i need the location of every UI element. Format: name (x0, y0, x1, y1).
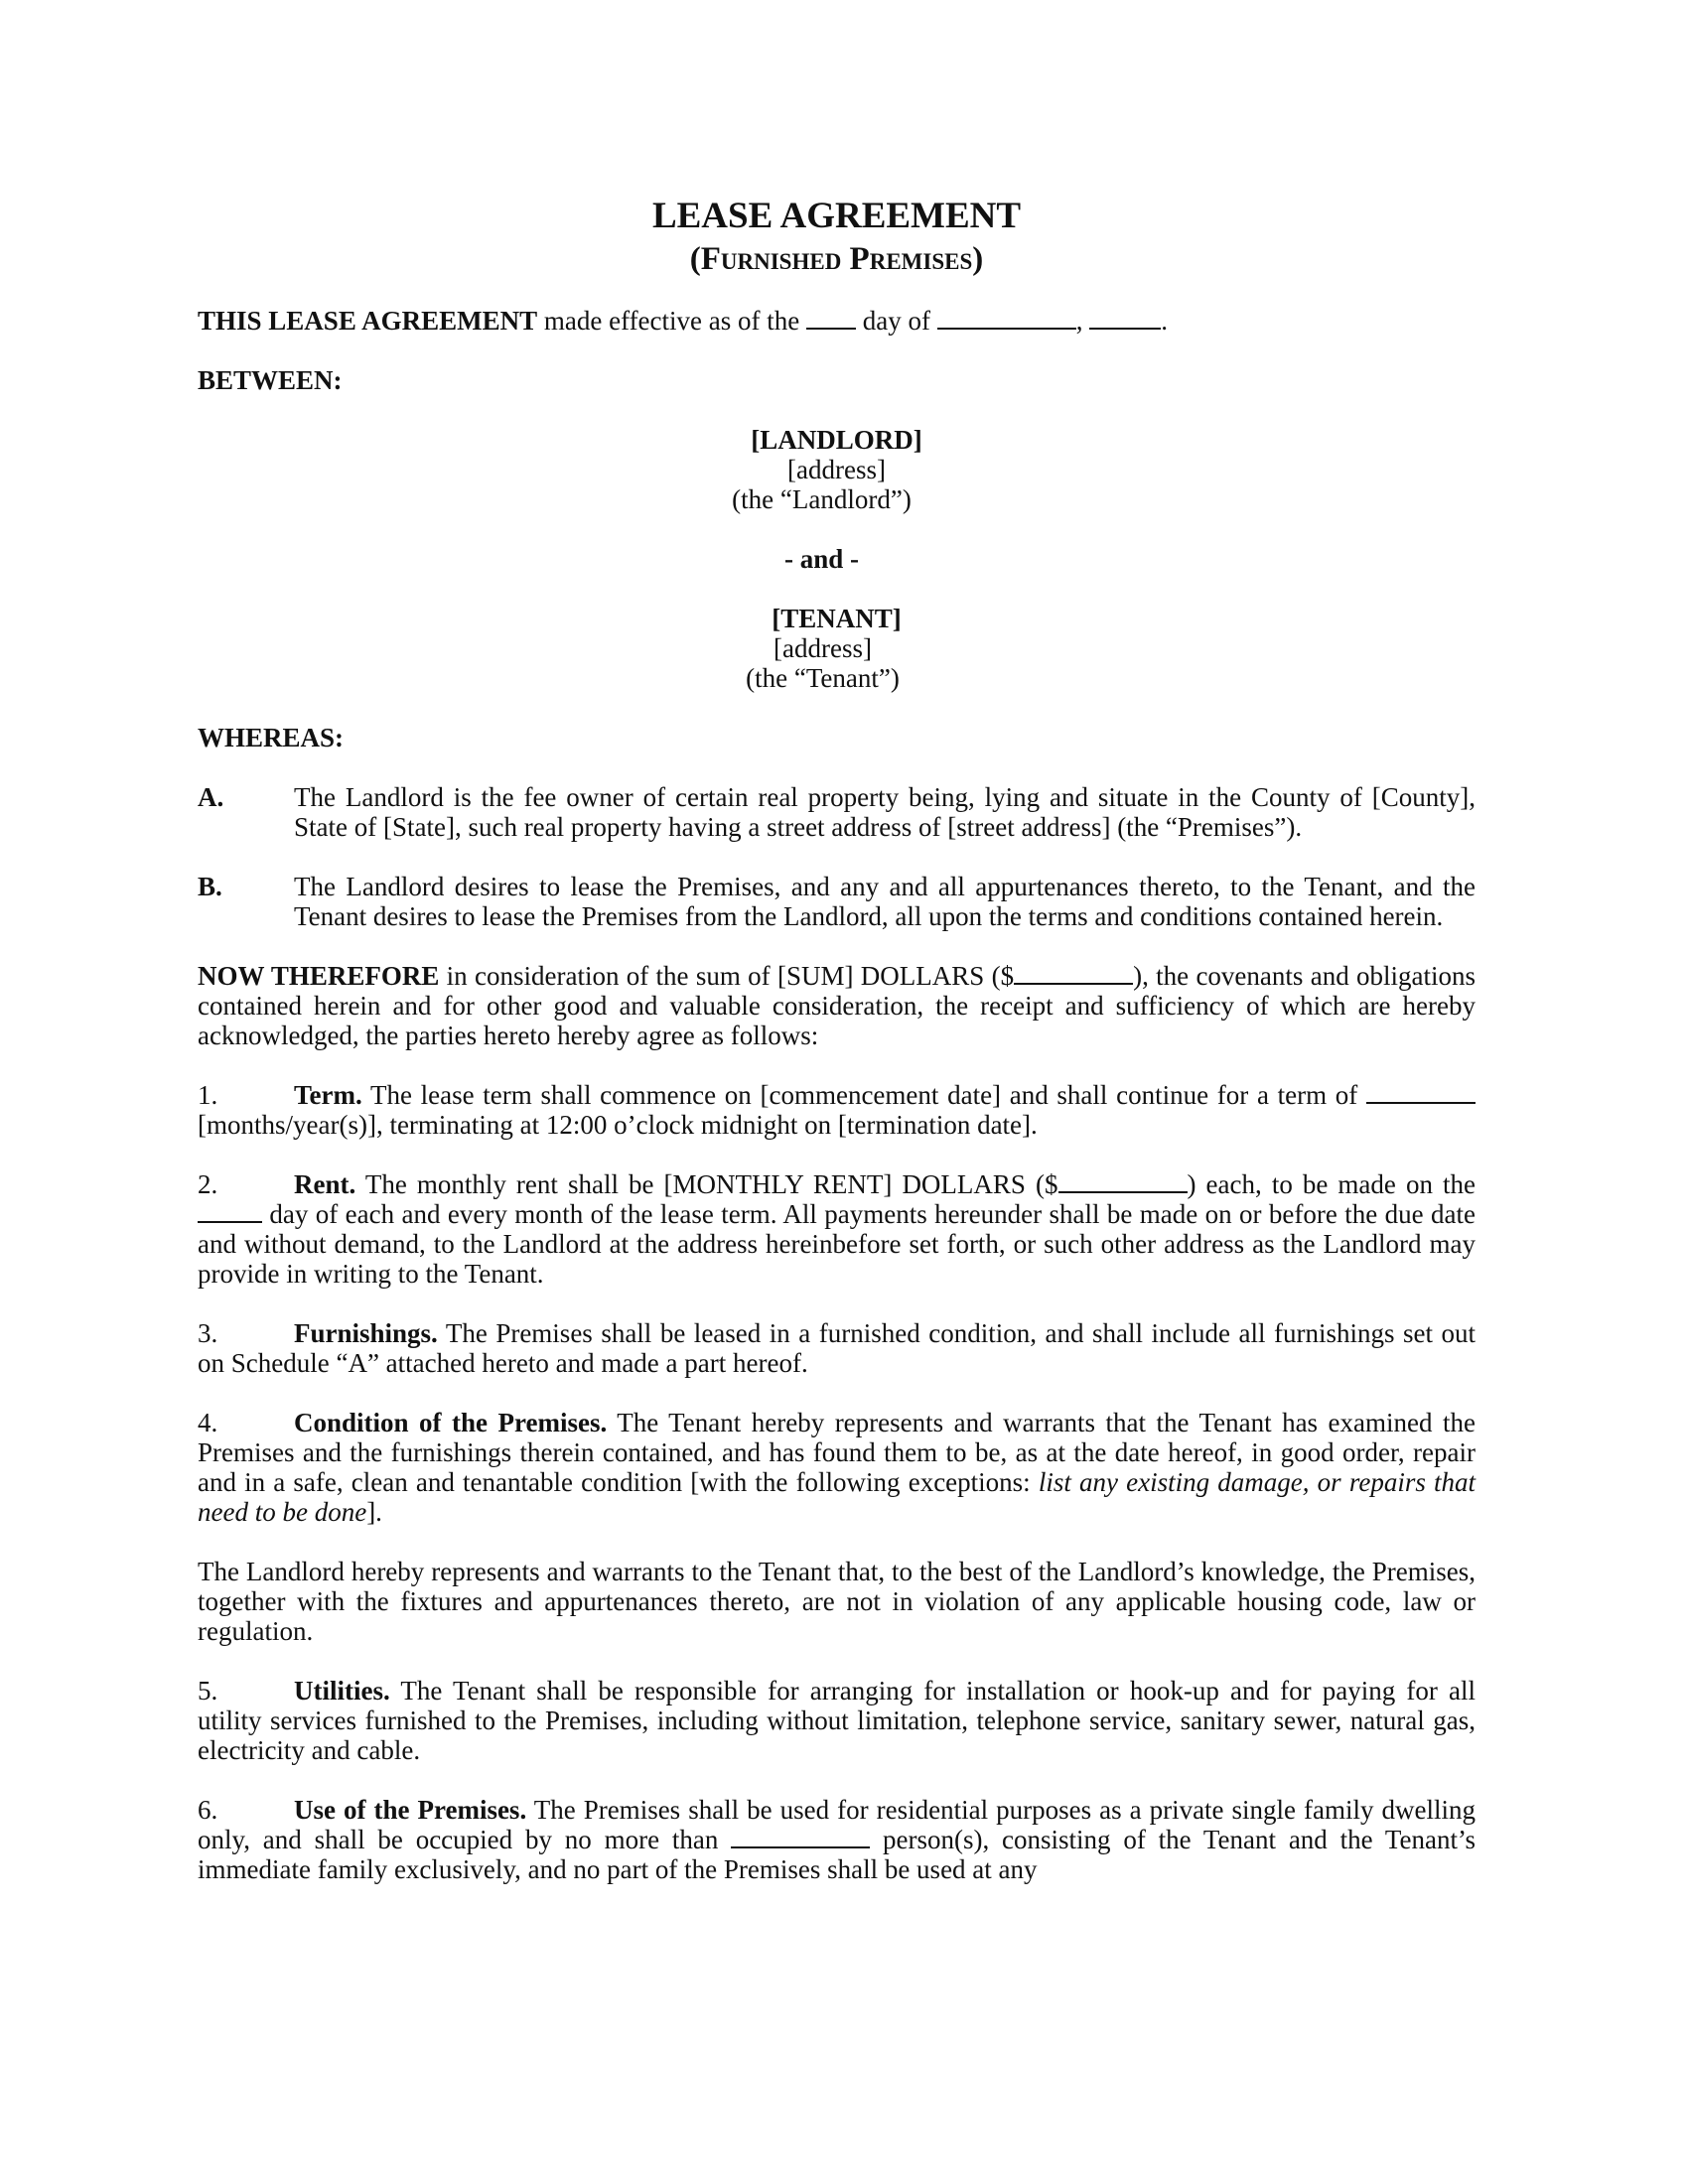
sum-blank[interactable] (1014, 961, 1133, 985)
tenant-name: [TENANT] (772, 604, 902, 633)
clause-condition-para2: The Landlord hereby represents and warrants to the Tenant that, to the best of the Landlord’s knowledge, the Premises, together with the fixtures and appurtenances thereto, are not in violation of any applicable housing code, law or regulation. (198, 1557, 1476, 1646)
intro-text: made effective as of the (537, 306, 806, 336)
clause-number: 3. (198, 1318, 218, 1348)
rent-day-blank[interactable] (198, 1199, 262, 1223)
clause-term (198, 1080, 1476, 1140)
para-text: day of each and every month of the lease term. All payments hereunder shall be made on or before the due date and without demand, to the Landlord at the address hereinbefore set forth, or such other address as the Landlord may provide in writing to the Tenant. (198, 1199, 1476, 1289)
clause-furnishings (198, 1318, 1476, 1378)
landlord-block (198, 425, 1476, 514)
intro-text: . (1161, 306, 1168, 336)
landlord-address: [address] (787, 455, 886, 484)
para-text: The Tenant shall be responsible for arranging for installation or hook-up and for paying for all utility services furnished to the Premises, including without limitation, telephone service, sanitary sewer, natural gas, electricity and cable. (198, 1676, 1476, 1765)
para-text: ]. (366, 1497, 382, 1527)
clause-use (198, 1795, 1476, 1884)
year-blank[interactable] (1089, 306, 1161, 330)
clause-heading: Utilities. (294, 1676, 390, 1706)
clause-utilities (198, 1676, 1476, 1765)
month-blank[interactable] (937, 306, 1076, 330)
exceptions-italic: list any existing damage, or repairs that need to be done (198, 1467, 1476, 1527)
landlord-name: [LANDLORD] (751, 425, 922, 455)
between-heading (198, 365, 1476, 395)
now-therefore-bold: NOW THEREFORE (198, 961, 440, 991)
para-text: The monthly rent shall be [MONTHLY RENT] DOLLARS ($ (355, 1169, 1058, 1199)
document-page (198, 195, 1476, 1914)
clause-heading: Condition of the Premises. (294, 1408, 608, 1437)
occupants-blank[interactable] (731, 1825, 870, 1848)
whereas-heading (198, 723, 1476, 752)
para-text: The Tenant hereby represents and warrants that the Tenant has examined the Premises and the furnishings therein contained, and has found them to be, as at the date hereof, in good order, repair and in a safe, clean and tenantable condition [with the following exceptions: (198, 1408, 1476, 1497)
recital-b (198, 872, 1476, 931)
para-text: ) each, to be made on the (1187, 1169, 1476, 1199)
clause-number: 2. (198, 1169, 218, 1199)
clause-heading: Rent. (294, 1169, 356, 1199)
para-text: ), the covenants and obligations contained herein and for other good and valuable consideration, the receipt and sufficiency of which are hereby acknowledged, the parties hereto hereby agree as follows: (198, 961, 1476, 1050)
tenant-defined: (the “Tenant”) (746, 663, 900, 693)
between-label: BETWEEN: (198, 365, 343, 395)
day-blank[interactable] (806, 306, 856, 330)
clause-condition (198, 1408, 1476, 1527)
para-text: in consideration of the sum of [SUM] DOLLARS ($ (439, 961, 1015, 991)
para-text: The Premises shall be leased in a furnished condition, and shall include all furnishings set out on Schedule “A” attached hereto and made a part hereof. (198, 1318, 1476, 1378)
intro-text: , (1075, 306, 1090, 336)
para-text: The lease term shall commence on [commencement date] and shall continue for a term of (361, 1080, 1366, 1110)
clause-rent (198, 1169, 1476, 1289)
intro-bold: THIS LEASE AGREEMENT (198, 306, 538, 336)
recital-label: A. (198, 782, 224, 812)
recital-text: The Landlord desires to lease the Premises, and any and all appurtenances thereto, to the Tenant, and the Tenant desires to lease the Premises from the Landlord, all upon the terms and conditions contained herein. (294, 872, 1476, 931)
para-text: [months/year(s)], terminating at 12:00 o’clock midnight on [termination date]. (198, 1110, 1038, 1140)
clause-number: 1. (198, 1080, 218, 1110)
clause-heading: Term. (294, 1080, 362, 1110)
now-therefore-paragraph (198, 961, 1476, 1050)
landlord-defined: (the “Landlord”) (732, 484, 912, 514)
para-text: person(s), consisting of the Tenant and the Tenant’s immediate family exclusively, and no part of the Premises shall be used at any (198, 1825, 1477, 1884)
intro-paragraph (198, 306, 1476, 336)
term-blank[interactable] (1366, 1080, 1476, 1104)
rent-blank[interactable] (1058, 1169, 1188, 1193)
intro-text: day of (855, 306, 937, 336)
para-text: The Premises shall be used for residential purposes as a private single family dwelling only, and shall be occupied by no more than (198, 1795, 1477, 1854)
document-title: LEASE AGREEMENT (651, 196, 1022, 236)
recital-label: B. (198, 872, 222, 901)
document-subtitle: (Furnished Premises) (689, 241, 984, 277)
tenant-block (198, 604, 1476, 693)
clause-number: 6. (198, 1795, 218, 1825)
recital-a (198, 782, 1476, 842)
clause-number: 4. (198, 1408, 218, 1437)
clause-number: 5. (198, 1676, 218, 1706)
recital-text: The Landlord is the fee owner of certain real property being, lying and situate in the County of [County], State of [State], such real property having a street address of [street address] (the “Premises”). (294, 782, 1476, 842)
clause-heading: Furnishings. (294, 1318, 438, 1348)
tenant-address: [address] (774, 633, 872, 663)
clause-heading: Use of the Premises. (294, 1795, 527, 1825)
and-separator: - and - (783, 544, 859, 574)
whereas-label: WHEREAS: (198, 723, 345, 752)
